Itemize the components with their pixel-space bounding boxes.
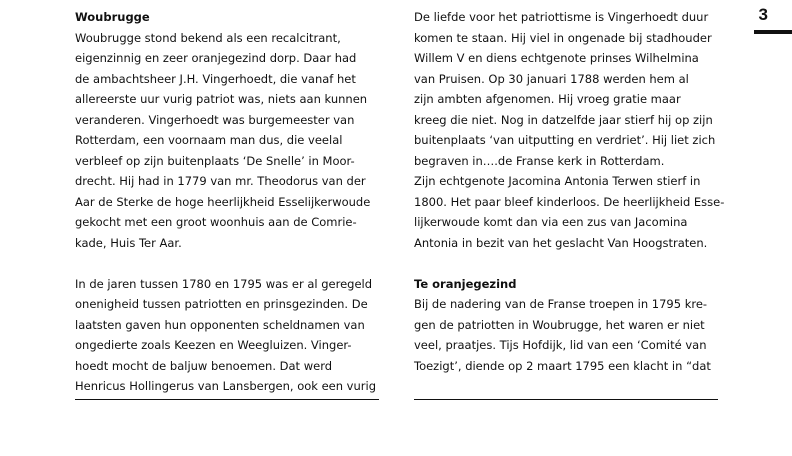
- text-line: allereerste uur vurig patriot was, niets aan kunnen: [75, 92, 368, 106]
- text-line: verbleef op zijn buitenplaats ‘De Snelle’ in Moor-: [75, 153, 355, 168]
- text-line: lijkerwoude komt dan via een zus van Jacomina: [414, 215, 688, 229]
- paragraph-3: [414, 7, 725, 253]
- text-line: Zijn echtgenote Jacomina Antonia Terwen stierf in: [414, 174, 701, 188]
- right-column: [414, 7, 725, 376]
- text-line: 1800. Het paar bleef kinderloos. De heerlijkheid Esse-: [414, 194, 725, 209]
- text-line: Aar de Sterke de hoge heerlijkheid Esselijkerwoude: [75, 194, 371, 209]
- text-line: ongedierte zoals Keezen en Weegluizen. Vinger-: [75, 338, 352, 352]
- text-line: Bij de nadering van de Franse troepen in 1795 kre-: [414, 297, 708, 311]
- paragraph-2: [75, 274, 381, 397]
- text-line: laatsten gaven hun opponenten scheldnamen van: [75, 317, 365, 332]
- text-line: Henricus Hollingerus van Lansbergen, ook een vurig: [75, 379, 376, 393]
- text-line: hoedt mocht de baljuw benoemen. Dat werd: [75, 358, 333, 373]
- text-line: gekocht met een groot woonhuis aan de Comrie-: [75, 215, 357, 229]
- page-number: 3: [758, 5, 768, 24]
- left-column: [75, 7, 381, 397]
- text-line: eigenzinnig en zeer oranjegezind dorp. Daar had: [75, 51, 357, 65]
- text-line: kreeg die niet. Nog in datzelfde jaar stierf hij op zijn: [414, 112, 713, 127]
- paragraph-gap: [75, 253, 381, 274]
- text-line: veel, praatjes. Tijs Hofdijk, lid van een ‘Comité van: [414, 338, 707, 352]
- text-line: Willem V en diens echtgenote prinses Wilhelmina: [414, 51, 699, 65]
- paragraph-4: [414, 294, 720, 376]
- text-line: van Pruisen. Op 30 januari 1788 werden hem al: [414, 71, 689, 86]
- text-line: Woubrugge stond bekend als een recalcitrant,: [75, 30, 341, 45]
- paragraph-gap: [414, 253, 720, 274]
- text-line: veranderen. Vingerhoedt was burgemeester van: [75, 112, 355, 127]
- text-line: Antonia in bezit van het geslacht Van Hoogstraten.: [414, 235, 708, 250]
- page-tab-bar: [754, 30, 792, 34]
- text-line: de ambachtsheer J.H. Vingerhoedt, die vanaf het: [75, 71, 356, 86]
- text-line: De liefde voor het patriottisme is Vingerhoedt duur: [414, 10, 709, 24]
- text-line: zijn ambten afgenomen. Hij vroeg gratie maar: [414, 92, 681, 106]
- right-footer-rule: [414, 399, 718, 400]
- text-line: drecht. Hij had in 1779 van mr. Theodorus van der: [75, 174, 366, 188]
- text-line: kade, Huis Ter Aar.: [75, 235, 182, 250]
- text-line: Toezigt’, diende op 2 maart 1795 een klacht in “dat: [414, 358, 711, 373]
- text-line: onenigheid tussen patriotten en prinsgezinden. De: [75, 297, 368, 311]
- text-line: gen de patriotten in Woubrugge, het waren er niet: [414, 317, 705, 332]
- text-line: komen te staan. Hij viel in ongenade bij stadhouder: [414, 30, 712, 45]
- text-line: In de jaren tussen 1780 en 1795 was er al geregeld: [75, 276, 373, 291]
- paragraph-1: [75, 28, 381, 254]
- text-line: Rotterdam, een voornaam man dus, die veelal: [75, 133, 343, 147]
- left-footer-rule: [75, 399, 379, 400]
- section-heading-te-oranjegezind: Te oranjegezind: [414, 276, 517, 291]
- text-line: buitenplaats ‘van uitputting en verdriet’. Hij liet zich: [414, 133, 716, 147]
- section-heading-woubrugge: Woubrugge: [75, 10, 150, 24]
- text-line: begraven in….de Franse kerk in Rotterdam.: [414, 153, 665, 168]
